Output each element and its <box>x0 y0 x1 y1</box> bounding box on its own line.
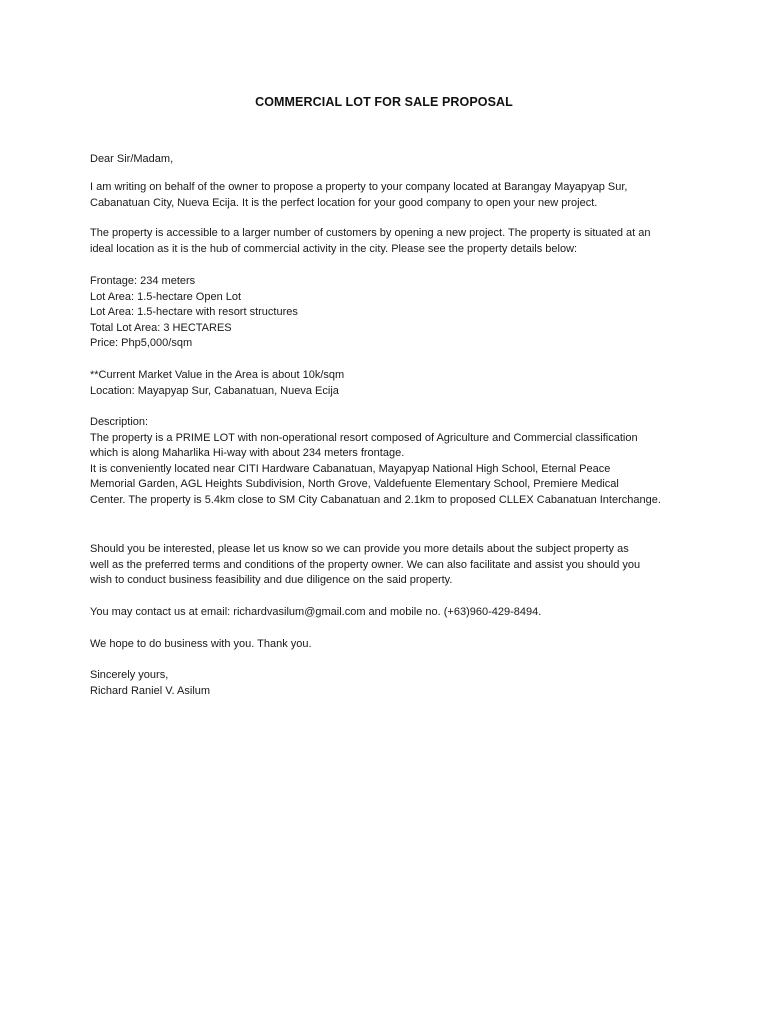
intro-line: Cabanatuan City, Nueva Ecija. It is the perfect location for your good company to open your new project. <box>90 196 598 209</box>
contact-paragraph <box>90 605 690 621</box>
detail-lot-area-resort: Lot Area: 1.5-hectare with resort structures <box>90 306 298 318</box>
description-line: Center. The property is 5.4km close to SM City Cabanatuan and 2.1km to proposed CLLEX Cabanatuan Interchange. <box>90 493 661 506</box>
closing-line: We hope to do business with you. Thank you. <box>90 638 312 650</box>
description-line: The property is a PRIME LOT with non-operational resort composed of Agriculture and Commercial classification <box>90 431 638 444</box>
description-heading: Description: <box>90 416 149 428</box>
description-line: which is along Maharlika Hi-way with about 234 meters frontage. <box>90 447 405 459</box>
description-line: It is conveniently located near CITI Hardware Cabanatuan, Mayapyap National High School, Eternal Peace <box>90 462 611 475</box>
closing-paragraph <box>90 637 690 653</box>
accessibility-line: ideal location as it is the hub of commercial activity in the city. Please see the property details below: <box>90 242 578 255</box>
contact-line: You may contact us at email: richardvasilum@gmail.com and mobile no. (+63)960-429-8494. <box>90 606 542 618</box>
market-value-line: **Current Market Value in the Area is about 10k/sqm <box>90 369 345 381</box>
market-paragraph <box>90 368 690 399</box>
description-line: Memorial Garden, AGL Heights Subdivision, North Grove, Valdefuente Elementary School, Premiere Medical <box>90 478 619 490</box>
intro-paragraph <box>90 180 690 211</box>
detail-total-lot-area: Total Lot Area: 3 HECTARES <box>90 321 232 334</box>
signature-name: Richard Raniel V. Asilum <box>90 684 211 697</box>
salutation <box>90 152 690 168</box>
location-line: Location: Mayapyap Sur, Cabanatuan, Nueva Ecija <box>90 384 339 397</box>
interest-line: wish to conduct business feasibility and due diligence on the said property. <box>90 574 453 586</box>
signoff-line: Sincerely yours, <box>90 669 169 681</box>
accessibility-line: The property is accessible to a larger number of customers by opening a new project. The property is situated at an <box>90 227 651 239</box>
intro-line: I am writing on behalf of the owner to propose a property to your company located at Barangay Mayapyap Sur, <box>90 181 628 193</box>
document-title: COMMERCIAL LOT FOR SALE PROPOSAL <box>255 95 513 109</box>
salutation-line: Dear Sir/Madam, <box>90 153 174 165</box>
property-details <box>90 274 690 352</box>
accessibility-paragraph <box>90 226 690 257</box>
description-paragraph <box>90 415 690 508</box>
interest-paragraph <box>90 542 690 589</box>
detail-frontage: Frontage: 234 meters <box>90 275 196 287</box>
detail-price: Price: Php5,000/sqm <box>90 337 193 349</box>
interest-line: well as the preferred terms and conditions of the property owner. We can also facilitate and assist you should you <box>90 558 641 571</box>
signature-block <box>90 668 690 699</box>
detail-lot-area-open: Lot Area: 1.5-hectare Open Lot <box>90 290 242 303</box>
interest-line: Should you be interested, please let us know so we can provide you more details about the subject property as <box>90 543 629 555</box>
